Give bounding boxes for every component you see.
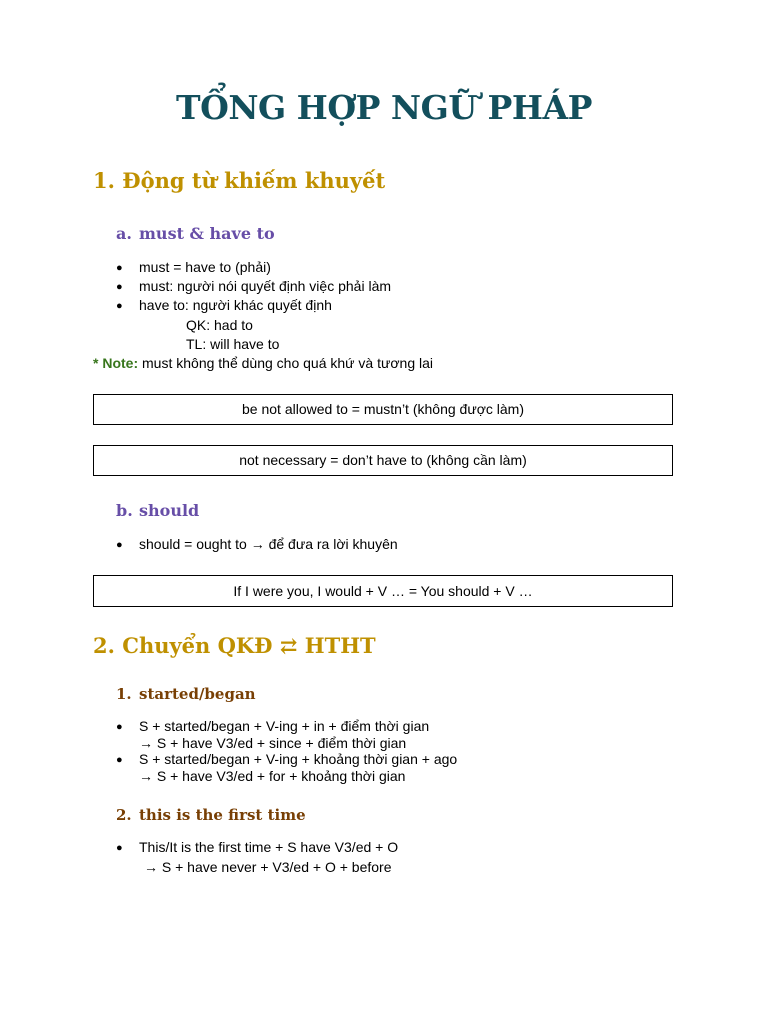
list-item: This/It is the first time + S have V3/ed + O [139,839,399,855]
rule-box-dont-have-to: not necessary = don’t have to (không cần làm) [93,445,673,476]
bullet-icon: ● [116,262,123,274]
bullet-icon: ● [116,300,123,312]
bullet-icon: ● [116,754,123,766]
note-text: must không thể dùng cho quá khứ và tương lai [138,355,434,371]
list-item: must: người nói quyết định việc phải làm [139,278,392,294]
note-label: * Note: [93,355,139,371]
list-item: must = have to (phải) [139,259,271,275]
list-item: S + started/began + V-ing + in + điểm thời gian [139,718,430,734]
subsection-1-label: 1. [116,685,132,703]
subsection-b-label: b. [116,501,133,520]
subsection-2-heading: this is the first time [139,806,306,824]
rule-box-mustnt: be not allowed to = mustn’t (không được làm) [93,394,673,425]
bullet-icon: ● [116,842,123,854]
note-line [93,354,433,373]
subsection-b-heading: should [139,501,200,520]
indented-line-past: QK: had to [186,317,253,333]
subsection-a-label: a. [116,224,132,243]
subsection-a-heading: must & have to [139,224,275,243]
list-item-result: → S + have V3/ed + for + khoảng thời gian [139,768,406,784]
bullet-icon: ● [116,539,123,551]
list-item: should = ought to → để đưa ra lời khuyên [139,536,398,552]
section-1-heading: 1. Động từ khiếm khuyết [93,168,386,193]
list-item-result: → S + have V3/ed + since + điểm thời gian [139,735,407,751]
list-item: have to: người khác quyết định [139,297,332,313]
subsection-2-label: 2. [116,806,132,824]
rule-box-should: If I were you, I would + V … = You should + V … [93,575,673,607]
indented-line-future: TL: will have to [186,336,280,352]
section-2-heading: 2. Chuyển QKĐ ⇄ HTHT [93,633,376,658]
list-item: S + started/began + V-ing + khoảng thời gian + ago [139,751,458,767]
page-title: TỔNG HỢP NGỮ PHÁP [176,88,592,127]
bullet-icon: ● [116,281,123,293]
bullet-icon: ● [116,721,123,733]
list-item-result: → S + have never + V3/ed + O + before [144,859,392,875]
subsection-1-heading: started/began [139,685,256,703]
